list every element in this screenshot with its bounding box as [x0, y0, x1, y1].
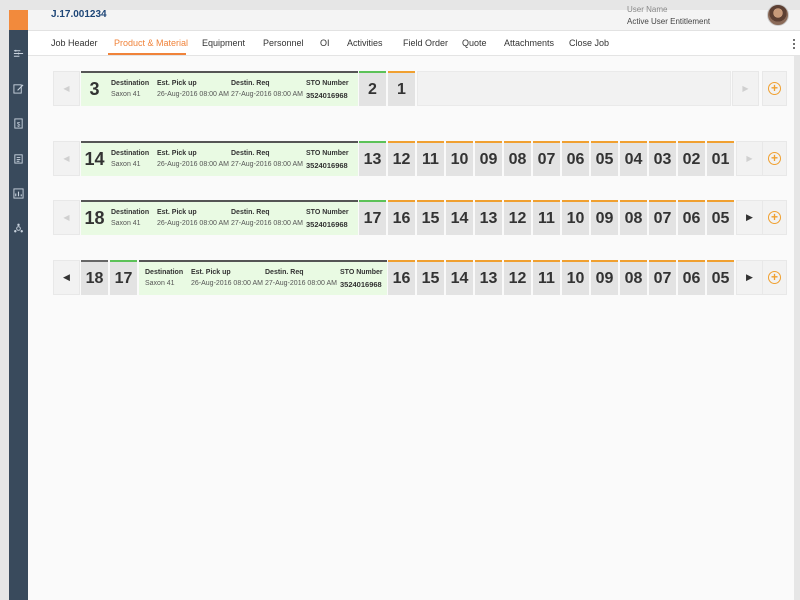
load-tile[interactable]: 16	[388, 260, 415, 295]
card-count: 18	[84, 208, 105, 228]
load-tile[interactable]: 2	[359, 71, 386, 106]
sto-value: 3524016968	[340, 280, 382, 289]
sidebar	[9, 10, 28, 600]
add-circle-icon: +	[768, 82, 781, 95]
tab-bar	[28, 31, 800, 56]
destin-req-label: Destin. Req	[231, 209, 270, 216]
load-tile[interactable]: 15	[417, 200, 444, 235]
sto-label: STO Number	[306, 150, 349, 157]
add-load-button[interactable]	[762, 200, 787, 235]
tab-job-header[interactable]: Job Header	[51, 38, 98, 48]
avatar[interactable]	[767, 4, 789, 26]
brand-block	[9, 10, 28, 30]
sto-label: STO Number	[340, 269, 383, 276]
scroll-left-button[interactable]: ◀	[53, 141, 80, 176]
pickup-label: Est. Pick up	[157, 150, 197, 157]
tab-quote[interactable]: Quote	[462, 38, 487, 48]
user-role: Active User Entitlement	[627, 17, 711, 26]
load-tile[interactable]: 1	[388, 71, 415, 106]
load-tile[interactable]: 06	[678, 200, 705, 235]
destin-req-value: 27-Aug-2016 08:00 AM	[231, 220, 303, 227]
load-tile[interactable]: 15	[417, 260, 444, 295]
destination-value: Saxon 41	[145, 280, 175, 287]
pickup-value: 26-Aug-2016 08:00 AM	[191, 280, 263, 287]
load-tile[interactable]: 12	[504, 260, 531, 295]
destin-req-label: Destin. Req	[231, 80, 270, 87]
top-header	[28, 5, 800, 31]
load-tile[interactable]: 07	[649, 260, 676, 295]
sto-label: STO Number	[306, 209, 349, 216]
tab-close-job[interactable]: Close Job	[569, 38, 610, 48]
load-tile[interactable]: 09	[591, 200, 618, 235]
job-id: J.17.001234	[51, 9, 107, 20]
load-tile[interactable]: 13	[475, 260, 502, 295]
destin-req-label: Destin. Req	[231, 150, 270, 157]
shipment-row	[53, 260, 788, 295]
product-material-panel	[28, 56, 794, 600]
scroll-left-button[interactable]: ◀	[53, 200, 80, 235]
load-tile[interactable]: 11	[533, 200, 560, 235]
load-tile[interactable]: 13	[359, 141, 386, 176]
load-tile[interactable]: 07	[533, 141, 560, 176]
shipment-row	[53, 141, 788, 176]
load-tile[interactable]: 10	[562, 260, 589, 295]
clipboard-icon[interactable]	[9, 141, 28, 176]
card-count: 3	[89, 79, 100, 99]
tab-field-order[interactable]: Field Order	[403, 38, 449, 48]
shipment-card[interactable]	[81, 71, 358, 106]
tab-activities[interactable]: Activities	[347, 38, 383, 48]
user-name: User Name	[627, 5, 668, 14]
load-tile[interactable]: 17	[359, 200, 386, 235]
settings-share-icon[interactable]	[9, 211, 28, 246]
destination-label: Destination	[111, 80, 150, 87]
add-circle-icon: +	[768, 271, 781, 284]
load-tile[interactable]: 06	[562, 141, 589, 176]
load-tile[interactable]: 18	[81, 260, 108, 295]
load-tile[interactable]: 09	[475, 141, 502, 176]
load-tile[interactable]: 12	[388, 141, 415, 176]
load-tile[interactable]: 16	[388, 200, 415, 235]
load-tile[interactable]: 14	[446, 260, 473, 295]
more-menu-icon[interactable]	[793, 39, 796, 51]
destin-req-value: 27-Aug-2016 08:00 AM	[265, 280, 337, 287]
destination-label: Destination	[111, 209, 150, 216]
load-tile[interactable]: 08	[504, 141, 531, 176]
destination-value: Saxon 41	[111, 220, 141, 227]
load-tile[interactable]: 03	[649, 141, 676, 176]
pickup-label: Est. Pick up	[157, 209, 197, 216]
scroll-right-button[interactable]: ▶	[736, 200, 763, 235]
scroll-right-button[interactable]: ▶	[736, 260, 763, 295]
pipes-icon[interactable]	[9, 36, 28, 71]
load-tile[interactable]: 11	[417, 141, 444, 176]
shipment-card[interactable]	[81, 141, 358, 176]
pickup-value: 26-Aug-2016 08:00 AM	[157, 161, 229, 168]
pickup-label: Est. Pick up	[191, 269, 231, 276]
sto-value: 3524016968	[306, 161, 348, 170]
tab-equipment[interactable]: Equipment	[202, 38, 246, 48]
add-circle-icon: +	[768, 152, 781, 165]
shipment-card[interactable]	[81, 200, 358, 235]
add-load-button[interactable]	[762, 71, 787, 106]
load-tile[interactable]: 06	[678, 260, 705, 295]
sto-value: 3524016968	[306, 91, 348, 100]
shipment-row	[53, 71, 788, 106]
scroll-right-button[interactable]: ▶	[732, 71, 759, 106]
destination-label: Destination	[111, 150, 150, 157]
load-tile[interactable]: 10	[562, 200, 589, 235]
load-tile[interactable]: 13	[475, 200, 502, 235]
add-load-button[interactable]	[762, 141, 787, 176]
tab-personnel[interactable]: Personnel	[263, 38, 304, 48]
tab-product-material[interactable]: Product & Material	[114, 38, 189, 48]
scroll-left-button[interactable]: ◀	[53, 260, 80, 295]
sto-label: STO Number	[306, 80, 349, 87]
destin-req-label: Destin. Req	[265, 269, 304, 276]
empty-track	[417, 71, 731, 106]
load-tile[interactable]: 05	[591, 141, 618, 176]
pickup-label: Est. Pick up	[157, 80, 197, 87]
add-load-button[interactable]	[762, 260, 787, 295]
shipment-row	[53, 200, 788, 235]
sto-value: 3524016968	[306, 220, 348, 229]
svg-text:$: $	[16, 121, 21, 129]
card-count: 14	[84, 149, 105, 169]
load-tile[interactable]: 04	[620, 141, 647, 176]
destin-req-value: 27-Aug-2016 08:00 AM	[231, 161, 303, 168]
load-tile[interactable]: 12	[504, 200, 531, 235]
pickup-value: 26-Aug-2016 08:00 AM	[157, 220, 229, 227]
tab-attachments[interactable]: Attachments	[504, 38, 555, 48]
destin-req-value: 27-Aug-2016 08:00 AM	[231, 91, 303, 98]
load-tile[interactable]: 05	[707, 260, 734, 295]
load-tile[interactable]: 11	[533, 260, 560, 295]
load-tile[interactable]: 14	[446, 200, 473, 235]
pickup-value: 26-Aug-2016 08:00 AM	[157, 91, 229, 98]
load-tile[interactable]: 08	[620, 260, 647, 295]
destination-value: Saxon 41	[111, 161, 141, 168]
load-tile[interactable]: 07	[649, 200, 676, 235]
edit-icon[interactable]	[9, 71, 28, 106]
scroll-left-button[interactable]: ◀	[53, 71, 80, 106]
scroll-right-button[interactable]: ▶	[736, 141, 763, 176]
tab-oi[interactable]: OI	[320, 38, 330, 48]
load-tile[interactable]: 05	[707, 200, 734, 235]
destination-label: Destination	[145, 269, 184, 276]
load-tile[interactable]: 10	[446, 141, 473, 176]
destination-value: Saxon 41	[111, 91, 141, 98]
report-chart-icon[interactable]	[9, 176, 28, 211]
load-tile[interactable]: 08	[620, 200, 647, 235]
load-tile[interactable]: 09	[591, 260, 618, 295]
add-circle-icon: +	[768, 211, 781, 224]
document-dollar-icon[interactable]	[9, 106, 28, 141]
load-tile[interactable]: 02	[678, 141, 705, 176]
active-tab-indicator	[108, 53, 186, 55]
shipment-card[interactable]	[139, 260, 387, 295]
load-tile[interactable]: 17	[110, 260, 137, 295]
load-tile[interactable]: 01	[707, 141, 734, 176]
